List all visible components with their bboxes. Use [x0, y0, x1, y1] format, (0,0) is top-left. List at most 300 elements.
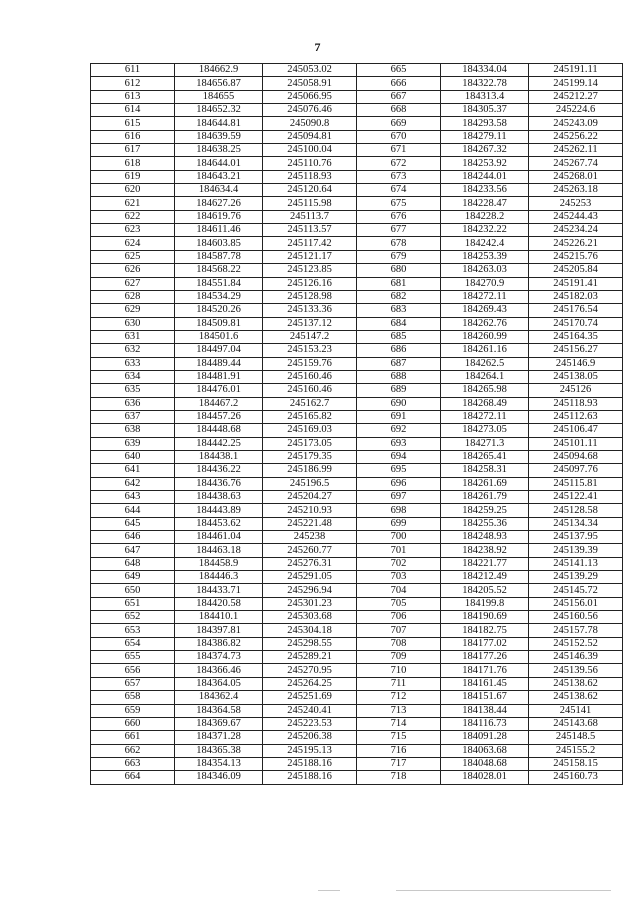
- x-coordinate-left: 184371.28: [175, 731, 263, 744]
- x-coordinate-left: 184568.22: [175, 264, 263, 277]
- y-coordinate-right: 245157.78: [529, 624, 623, 637]
- table-row: [91, 197, 623, 210]
- table-row: [91, 611, 623, 624]
- y-coordinate-right: 245126: [529, 384, 623, 397]
- x-coordinate-left: 184410.1: [175, 611, 263, 624]
- point-number-left: 616: [91, 130, 175, 143]
- x-coordinate-left: 184639.59: [175, 130, 263, 143]
- x-coordinate-left: 184442.25: [175, 437, 263, 450]
- x-coordinate-left: 184374.73: [175, 651, 263, 664]
- table-row: [91, 64, 623, 77]
- table-row: [91, 664, 623, 677]
- x-coordinate-right: 184253.92: [441, 157, 529, 170]
- y-coordinate-left: 245169.03: [263, 424, 357, 437]
- x-coordinate-right: 184279.11: [441, 130, 529, 143]
- x-coordinate-left: 184463.18: [175, 544, 263, 557]
- y-coordinate-right: 245182.03: [529, 290, 623, 303]
- x-coordinate-left: 184497.04: [175, 344, 263, 357]
- x-coordinate-right: 184233.56: [441, 184, 529, 197]
- y-coordinate-left: 245128.98: [263, 290, 357, 303]
- y-coordinate-right: 245094.68: [529, 450, 623, 463]
- x-coordinate-right: 184063.68: [441, 744, 529, 757]
- y-coordinate-left: 245121.17: [263, 250, 357, 263]
- point-number-right: 667: [357, 90, 441, 103]
- table-row: [91, 544, 623, 557]
- table-row: [91, 477, 623, 490]
- y-coordinate-left: 245240.41: [263, 704, 357, 717]
- point-number-right: 702: [357, 557, 441, 570]
- x-coordinate-left: 184476.01: [175, 384, 263, 397]
- y-coordinate-left: 245301.23: [263, 597, 357, 610]
- point-number-right: 698: [357, 504, 441, 517]
- y-coordinate-right: 245226.21: [529, 237, 623, 250]
- point-number-right: 706: [357, 611, 441, 624]
- table-row: [91, 651, 623, 664]
- point-number-right: 708: [357, 637, 441, 650]
- y-coordinate-left: 245133.36: [263, 304, 357, 317]
- x-coordinate-left: 184627.26: [175, 197, 263, 210]
- y-coordinate-left: 245058.91: [263, 77, 357, 90]
- y-coordinate-left: 245291.05: [263, 571, 357, 584]
- x-coordinate-right: 184258.31: [441, 464, 529, 477]
- y-coordinate-left: 245204.27: [263, 491, 357, 504]
- table-row: [91, 290, 623, 303]
- x-coordinate-left: 184420.58: [175, 597, 263, 610]
- point-number-right: 672: [357, 157, 441, 170]
- y-coordinate-right: 245112.63: [529, 410, 623, 423]
- y-coordinate-right: 245191.11: [529, 64, 623, 77]
- y-coordinate-right: 245122.41: [529, 491, 623, 504]
- y-coordinate-right: 245205.84: [529, 264, 623, 277]
- x-coordinate-right: 184171.76: [441, 664, 529, 677]
- x-coordinate-left: 184461.04: [175, 531, 263, 544]
- y-coordinate-left: 245113.57: [263, 224, 357, 237]
- table-row: [91, 250, 623, 263]
- x-coordinate-left: 184644.01: [175, 157, 263, 170]
- x-coordinate-left: 184652.32: [175, 104, 263, 117]
- point-number-right: 718: [357, 771, 441, 784]
- x-coordinate-right: 184273.05: [441, 424, 529, 437]
- x-coordinate-left: 184369.67: [175, 717, 263, 730]
- point-number-left: 618: [91, 157, 175, 170]
- y-coordinate-right: 245234.24: [529, 224, 623, 237]
- point-number-left: 630: [91, 317, 175, 330]
- y-coordinate-right: 245156.27: [529, 344, 623, 357]
- point-number-right: 686: [357, 344, 441, 357]
- y-coordinate-right: 245146.9: [529, 357, 623, 370]
- y-coordinate-left: 245276.31: [263, 557, 357, 570]
- x-coordinate-left: 184438.63: [175, 491, 263, 504]
- table-row: [91, 704, 623, 717]
- table-row: [91, 77, 623, 90]
- y-coordinate-left: 245188.16: [263, 757, 357, 770]
- point-number-left: 619: [91, 170, 175, 183]
- x-coordinate-left: 184643.21: [175, 170, 263, 183]
- point-number-left: 662: [91, 744, 175, 757]
- point-number-right: 717: [357, 757, 441, 770]
- table-row: [91, 717, 623, 730]
- point-number-left: 613: [91, 90, 175, 103]
- y-coordinate-left: 245179.35: [263, 450, 357, 463]
- y-coordinate-right: 245139.29: [529, 571, 623, 584]
- x-coordinate-right: 184255.36: [441, 517, 529, 530]
- point-number-left: 663: [91, 757, 175, 770]
- point-number-left: 635: [91, 384, 175, 397]
- y-coordinate-left: 245090.8: [263, 117, 357, 130]
- y-coordinate-right: 245138.62: [529, 691, 623, 704]
- point-number-left: 642: [91, 477, 175, 490]
- footer-rule-right: [396, 890, 611, 891]
- x-coordinate-right: 184259.25: [441, 504, 529, 517]
- point-number-left: 628: [91, 290, 175, 303]
- y-coordinate-left: 245296.94: [263, 584, 357, 597]
- y-coordinate-left: 245251.69: [263, 691, 357, 704]
- table-row: [91, 224, 623, 237]
- point-number-left: 658: [91, 691, 175, 704]
- x-coordinate-left: 184509.81: [175, 317, 263, 330]
- point-number-right: 678: [357, 237, 441, 250]
- point-number-right: 716: [357, 744, 441, 757]
- point-number-left: 614: [91, 104, 175, 117]
- y-coordinate-left: 245188.16: [263, 771, 357, 784]
- y-coordinate-right: 245156.01: [529, 597, 623, 610]
- x-coordinate-right: 184271.3: [441, 437, 529, 450]
- point-number-left: 625: [91, 250, 175, 263]
- x-coordinate-right: 184270.9: [441, 277, 529, 290]
- point-number-right: 684: [357, 317, 441, 330]
- point-number-left: 622: [91, 210, 175, 223]
- x-coordinate-right: 184138.44: [441, 704, 529, 717]
- point-number-left: 656: [91, 664, 175, 677]
- x-coordinate-left: 184457.26: [175, 410, 263, 423]
- y-coordinate-left: 245115.98: [263, 197, 357, 210]
- y-coordinate-left: 245173.05: [263, 437, 357, 450]
- table-row: [91, 104, 623, 117]
- x-coordinate-left: 184366.46: [175, 664, 263, 677]
- y-coordinate-left: 245160.46: [263, 370, 357, 383]
- point-number-right: 710: [357, 664, 441, 677]
- point-number-left: 629: [91, 304, 175, 317]
- point-number-left: 647: [91, 544, 175, 557]
- table-row: [91, 437, 623, 450]
- table-row: [91, 464, 623, 477]
- x-coordinate-right: 184265.98: [441, 384, 529, 397]
- y-coordinate-right: 245152.52: [529, 637, 623, 650]
- table-row: [91, 157, 623, 170]
- y-coordinate-left: 245147.2: [263, 330, 357, 343]
- y-coordinate-right: 245118.93: [529, 397, 623, 410]
- point-number-right: 696: [357, 477, 441, 490]
- table-row: [91, 317, 623, 330]
- x-coordinate-right: 184232.22: [441, 224, 529, 237]
- table-row: [91, 210, 623, 223]
- point-number-left: 660: [91, 717, 175, 730]
- x-coordinate-right: 184212.49: [441, 571, 529, 584]
- y-coordinate-right: 245212.27: [529, 90, 623, 103]
- point-number-right: 700: [357, 531, 441, 544]
- y-coordinate-right: 245262.11: [529, 144, 623, 157]
- point-number-left: 659: [91, 704, 175, 717]
- table-row: [91, 491, 623, 504]
- point-number-left: 624: [91, 237, 175, 250]
- y-coordinate-left: 245066.95: [263, 90, 357, 103]
- table-row: [91, 691, 623, 704]
- y-coordinate-left: 245076.46: [263, 104, 357, 117]
- x-coordinate-right: 184268.49: [441, 397, 529, 410]
- table-row: [91, 90, 623, 103]
- table-row: [91, 170, 623, 183]
- y-coordinate-left: 245186.99: [263, 464, 357, 477]
- x-coordinate-left: 184655: [175, 90, 263, 103]
- table-row: [91, 117, 623, 130]
- table-row: [91, 757, 623, 770]
- y-coordinate-right: 245253: [529, 197, 623, 210]
- y-coordinate-right: 245139.56: [529, 664, 623, 677]
- table-row: [91, 237, 623, 250]
- x-coordinate-right: 184091.28: [441, 731, 529, 744]
- y-coordinate-left: 245100.04: [263, 144, 357, 157]
- point-number-left: 640: [91, 450, 175, 463]
- y-coordinate-left: 245260.77: [263, 544, 357, 557]
- table-row: [91, 450, 623, 463]
- point-number-left: 631: [91, 330, 175, 343]
- x-coordinate-left: 184520.26: [175, 304, 263, 317]
- y-coordinate-left: 245117.42: [263, 237, 357, 250]
- point-number-right: 707: [357, 624, 441, 637]
- point-number-left: 646: [91, 531, 175, 544]
- y-coordinate-left: 245303.68: [263, 611, 357, 624]
- x-coordinate-left: 184438.1: [175, 450, 263, 463]
- x-coordinate-left: 184365.38: [175, 744, 263, 757]
- x-coordinate-right: 184228.2: [441, 210, 529, 223]
- point-number-right: 687: [357, 357, 441, 370]
- y-coordinate-right: 245138.05: [529, 370, 623, 383]
- point-number-right: 714: [357, 717, 441, 730]
- x-coordinate-left: 184619.76: [175, 210, 263, 223]
- y-coordinate-right: 245146.39: [529, 651, 623, 664]
- table-row: [91, 344, 623, 357]
- x-coordinate-right: 184028.01: [441, 771, 529, 784]
- y-coordinate-left: 245165.82: [263, 410, 357, 423]
- point-number-right: 674: [357, 184, 441, 197]
- x-coordinate-right: 184248.93: [441, 531, 529, 544]
- coordinates-table: [90, 63, 623, 785]
- x-coordinate-left: 184534.29: [175, 290, 263, 303]
- point-number-right: 704: [357, 584, 441, 597]
- y-coordinate-left: 245196.5: [263, 477, 357, 490]
- point-number-left: 657: [91, 677, 175, 690]
- y-coordinate-left: 245298.55: [263, 637, 357, 650]
- point-number-right: 691: [357, 410, 441, 423]
- y-coordinate-left: 245206.38: [263, 731, 357, 744]
- point-number-right: 712: [357, 691, 441, 704]
- y-coordinate-right: 245139.39: [529, 544, 623, 557]
- footer-rule-left: [318, 890, 340, 891]
- y-coordinate-right: 245134.34: [529, 517, 623, 530]
- y-coordinate-left: 245223.53: [263, 717, 357, 730]
- point-number-left: 617: [91, 144, 175, 157]
- point-number-right: 682: [357, 290, 441, 303]
- y-coordinate-right: 245097.76: [529, 464, 623, 477]
- table-row: [91, 424, 623, 437]
- point-number-left: 651: [91, 597, 175, 610]
- x-coordinate-left: 184634.4: [175, 184, 263, 197]
- y-coordinate-right: 245160.56: [529, 611, 623, 624]
- point-number-left: 639: [91, 437, 175, 450]
- table-row: [91, 677, 623, 690]
- y-coordinate-left: 245110.76: [263, 157, 357, 170]
- y-coordinate-left: 245120.64: [263, 184, 357, 197]
- x-coordinate-right: 184253.39: [441, 250, 529, 263]
- y-coordinate-left: 245289.21: [263, 651, 357, 664]
- y-coordinate-right: 245244.43: [529, 210, 623, 223]
- y-coordinate-right: 245215.76: [529, 250, 623, 263]
- y-coordinate-right: 245106.47: [529, 424, 623, 437]
- point-number-left: 648: [91, 557, 175, 570]
- y-coordinate-right: 245137.95: [529, 531, 623, 544]
- y-coordinate-left: 245160.46: [263, 384, 357, 397]
- y-coordinate-left: 245118.93: [263, 170, 357, 183]
- table-row: [91, 330, 623, 343]
- x-coordinate-left: 184638.25: [175, 144, 263, 157]
- x-coordinate-left: 184587.78: [175, 250, 263, 263]
- point-number-left: 632: [91, 344, 175, 357]
- y-coordinate-left: 245304.18: [263, 624, 357, 637]
- point-number-right: 677: [357, 224, 441, 237]
- x-coordinate-right: 184305.37: [441, 104, 529, 117]
- x-coordinate-right: 184262.5: [441, 357, 529, 370]
- x-coordinate-right: 184221.77: [441, 557, 529, 570]
- table-row: [91, 584, 623, 597]
- point-number-right: 703: [357, 571, 441, 584]
- y-coordinate-left: 245126.16: [263, 277, 357, 290]
- point-number-left: 621: [91, 197, 175, 210]
- x-coordinate-left: 184443.89: [175, 504, 263, 517]
- table-row: [91, 130, 623, 143]
- y-coordinate-right: 245138.62: [529, 677, 623, 690]
- x-coordinate-left: 184458.9: [175, 557, 263, 570]
- x-coordinate-right: 184260.99: [441, 330, 529, 343]
- point-number-left: 661: [91, 731, 175, 744]
- point-number-right: 685: [357, 330, 441, 343]
- table-row: [91, 571, 623, 584]
- coordinates-table-body: [91, 64, 623, 785]
- table-row: [91, 637, 623, 650]
- x-coordinate-left: 184436.76: [175, 477, 263, 490]
- table-row: [91, 744, 623, 757]
- table-row: [91, 597, 623, 610]
- y-coordinate-right: 245160.73: [529, 771, 623, 784]
- table-row: [91, 531, 623, 544]
- x-coordinate-right: 184261.79: [441, 491, 529, 504]
- y-coordinate-left: 245153.23: [263, 344, 357, 357]
- table-row: [91, 624, 623, 637]
- point-number-right: 713: [357, 704, 441, 717]
- point-number-right: 676: [357, 210, 441, 223]
- y-coordinate-left: 245210.93: [263, 504, 357, 517]
- x-coordinate-left: 184662.9: [175, 64, 263, 77]
- x-coordinate-right: 184177.26: [441, 651, 529, 664]
- page-number: 7: [314, 40, 321, 54]
- point-number-right: 665: [357, 64, 441, 77]
- x-coordinate-right: 184048.68: [441, 757, 529, 770]
- y-coordinate-right: 245115.81: [529, 477, 623, 490]
- x-coordinate-left: 184354.13: [175, 757, 263, 770]
- point-number-right: 715: [357, 731, 441, 744]
- x-coordinate-left: 184364.58: [175, 704, 263, 717]
- point-number-right: 705: [357, 597, 441, 610]
- x-coordinate-right: 184313.4: [441, 90, 529, 103]
- x-coordinate-left: 184551.84: [175, 277, 263, 290]
- point-number-right: 697: [357, 491, 441, 504]
- x-coordinate-left: 184453.62: [175, 517, 263, 530]
- table-row: [91, 184, 623, 197]
- x-coordinate-left: 184489.44: [175, 357, 263, 370]
- x-coordinate-right: 184244.01: [441, 170, 529, 183]
- point-number-left: 637: [91, 410, 175, 423]
- point-number-left: 645: [91, 517, 175, 530]
- x-coordinate-left: 184603.85: [175, 237, 263, 250]
- x-coordinate-right: 184151.67: [441, 691, 529, 704]
- y-coordinate-right: 245164.35: [529, 330, 623, 343]
- y-coordinate-left: 245159.76: [263, 357, 357, 370]
- table-row: [91, 771, 623, 784]
- x-coordinate-right: 184272.11: [441, 410, 529, 423]
- table-row: [91, 277, 623, 290]
- point-number-right: 689: [357, 384, 441, 397]
- point-number-left: 627: [91, 277, 175, 290]
- x-coordinate-right: 184265.41: [441, 450, 529, 463]
- point-number-right: 701: [357, 544, 441, 557]
- y-coordinate-right: 245143.68: [529, 717, 623, 730]
- table-row: [91, 357, 623, 370]
- table-row: [91, 144, 623, 157]
- point-number-right: 668: [357, 104, 441, 117]
- point-number-right: 679: [357, 250, 441, 263]
- x-coordinate-right: 184261.69: [441, 477, 529, 490]
- point-number-left: 620: [91, 184, 175, 197]
- y-coordinate-left: 245053.02: [263, 64, 357, 77]
- point-number-left: 649: [91, 571, 175, 584]
- x-coordinate-left: 184481.91: [175, 370, 263, 383]
- x-coordinate-left: 184467.2: [175, 397, 263, 410]
- table-row: [91, 370, 623, 383]
- y-coordinate-left: 245221.48: [263, 517, 357, 530]
- point-number-right: 690: [357, 397, 441, 410]
- y-coordinate-right: 245148.5: [529, 731, 623, 744]
- point-number-right: 673: [357, 170, 441, 183]
- point-number-right: 694: [357, 450, 441, 463]
- point-number-right: 680: [357, 264, 441, 277]
- point-number-left: 654: [91, 637, 175, 650]
- point-number-right: 683: [357, 304, 441, 317]
- y-coordinate-right: 245155.2: [529, 744, 623, 757]
- point-number-right: 699: [357, 517, 441, 530]
- x-coordinate-left: 184448.68: [175, 424, 263, 437]
- y-coordinate-right: 245101.11: [529, 437, 623, 450]
- x-coordinate-right: 184262.76: [441, 317, 529, 330]
- x-coordinate-right: 184190.69: [441, 611, 529, 624]
- y-coordinate-right: 245176.54: [529, 304, 623, 317]
- point-number-right: 681: [357, 277, 441, 290]
- point-number-right: 688: [357, 370, 441, 383]
- point-number-right: 671: [357, 144, 441, 157]
- x-coordinate-left: 184433.71: [175, 584, 263, 597]
- x-coordinate-right: 184205.52: [441, 584, 529, 597]
- x-coordinate-left: 184611.46: [175, 224, 263, 237]
- y-coordinate-right: 245141: [529, 704, 623, 717]
- point-number-left: 644: [91, 504, 175, 517]
